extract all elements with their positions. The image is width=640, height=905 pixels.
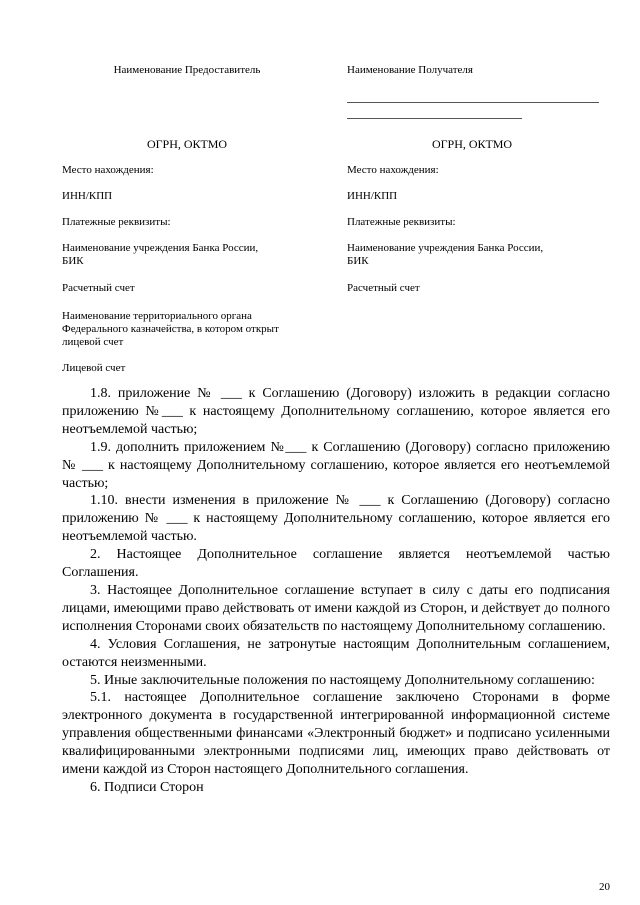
recipient-bank-line1: Наименование учреждения Банка России, [347, 242, 544, 254]
provider-name-heading: Наименование Предоставитель [113, 64, 261, 76]
recipient-location: Место нахождения: [347, 164, 439, 176]
clauses-section [62, 385, 610, 797]
clause-5: 5. Иные заключительные положения по настоящему Дополнительному соглашению: [90, 672, 595, 688]
recipient-account: Расчетный счет [347, 282, 420, 294]
recipient-ogrn: ОГРН, ОКТМО [431, 137, 513, 151]
clause-2: 2. Настоящее Дополнительное соглашение является неотъемлемой частью Соглашения. [62, 547, 610, 581]
recipient-payment: Платежные реквизиты: [347, 216, 456, 228]
provider-bank-line1: Наименование учреждения Банка России, [62, 242, 259, 254]
provider-inn: ИНН/КПП [62, 190, 113, 202]
clause-6: 6. Подписи Сторон [90, 779, 204, 795]
recipient-name-rule-1 [347, 102, 599, 103]
provider-treasury-line3: лицевой счет [62, 336, 124, 348]
recipient-name-rule-2 [347, 118, 522, 119]
provider-location: Место нахождения: [62, 164, 154, 176]
clause-4: 4. Условия Соглашения, не затронутые настоящим Дополнительным соглашением, остаются неизменными. [62, 636, 610, 670]
clause-1-8: 1.8. приложение № ___ к Соглашению (Договору) изложить в редакции согласно приложению №___ к настоящему Дополнительному соглашению, которое является его неотъемлемой частью; [62, 386, 610, 437]
provider-account: Расчетный счет [62, 282, 135, 294]
provider-treasury [62, 310, 312, 349]
clause-5-1: 5.1. настоящее Дополнительное соглашение заключено Сторонами в форме электронного документа в государственной интегрированной информационной системе управления общественными финансами «Электронный бюджет» и подписано усиленными квалифицированными электронными подписями лиц, имеющих право действовать от имени каждой из Сторон настоящего Дополнительного соглашения. [62, 690, 610, 778]
recipient-bank-line2: БИК [347, 255, 369, 267]
recipient-name-heading: Наименование Получателя [347, 64, 473, 76]
clause-1-9: 1.9. дополнить приложением №___ к Соглашению (Договору) согласно приложению № ___ к настоящему Дополнительному соглашению, которое является его неотъемлемой частью; [62, 439, 610, 491]
provider-ogrn: ОГРН, ОКТМО [146, 137, 228, 151]
recipient-bank [347, 242, 597, 268]
provider-treasury-line1: Наименование территориального органа [62, 310, 252, 322]
provider-personal-account: Лицевой счет [62, 362, 126, 374]
provider-treasury-line2: Федерального казначейства, в котором открыт [62, 323, 279, 335]
recipient-inn: ИНН/КПП [347, 190, 398, 202]
clause-1-10: 1.10. внести изменения в приложение № ___ к Соглашению (Договору) согласно приложению № ___ к настоящему Дополнительному соглашению, которое является его неотъемлемой частью. [62, 493, 610, 545]
provider-payment: Платежные реквизиты: [62, 216, 171, 228]
provider-bank [62, 242, 312, 268]
clause-3: 3. Настоящее Дополнительное соглашение вступает в силу с даты его подписания лицами, имеющими право действовать от имени каждой из Сторон, и действует до полного исполнения Сторонами своих обязательств по настоящему Дополнительному соглашению. [62, 582, 610, 634]
page-number: 20 [599, 881, 610, 893]
provider-bank-line2: БИК [62, 255, 84, 267]
